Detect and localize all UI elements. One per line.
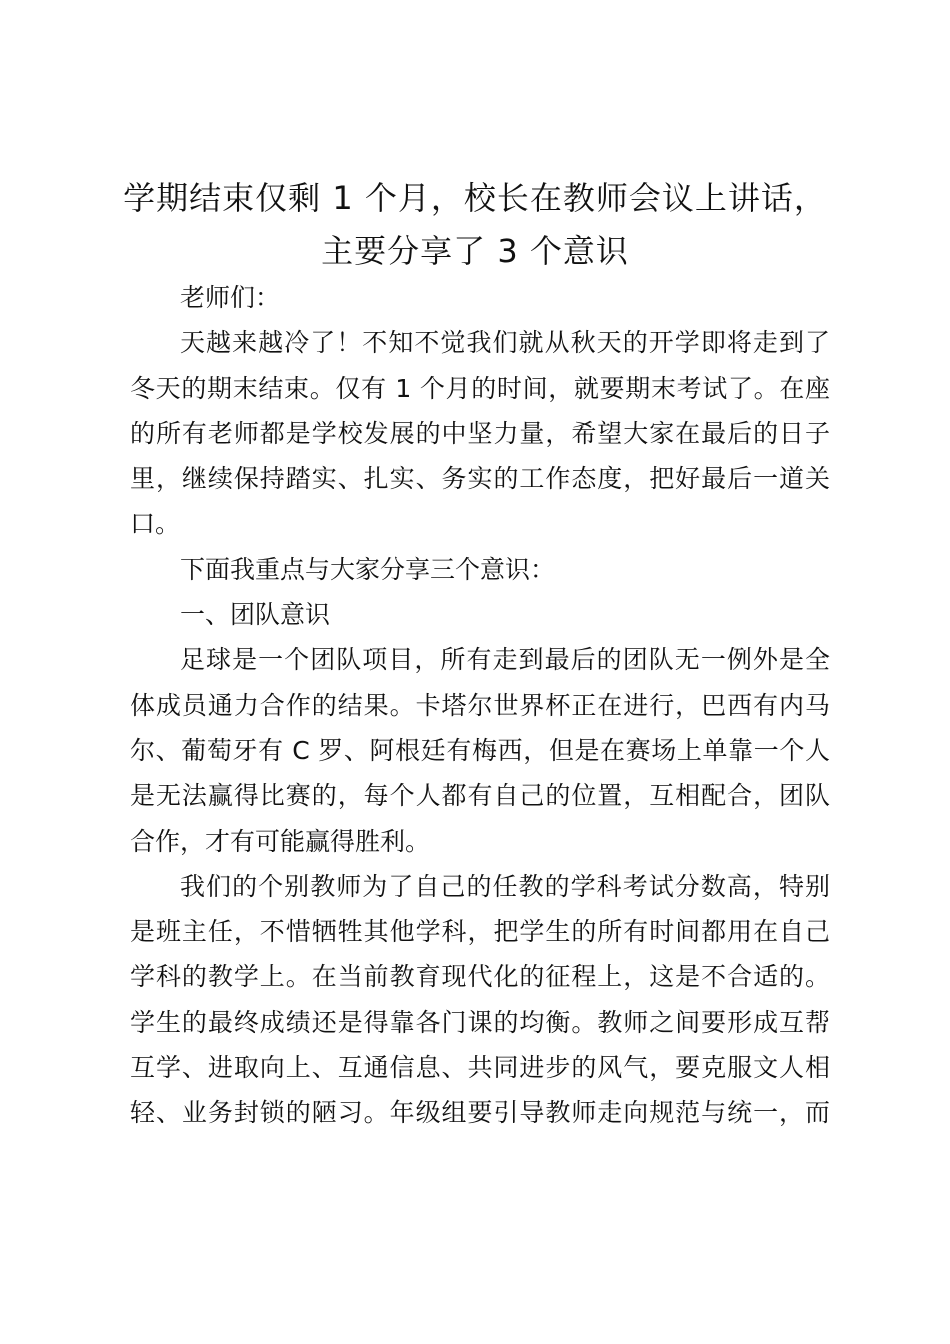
text-line: 体成员通力合作的结果。卡塔尔世界杯正在进行，巴西有内马 [130, 690, 830, 720]
text-line: 下面我重点与大家分享三个意识： [180, 554, 556, 584]
text-line: 尔、葡萄牙有 C 罗、阿根廷有梅西，但是在赛场上单靠一个人 [130, 735, 830, 765]
body-paragraph [130, 864, 830, 1136]
title-line: 主要分享了 3 个意识 [321, 232, 629, 270]
section-heading [130, 592, 830, 637]
text-line: 冬天的期末结束。仅有 1 个月的时间，就要期末考试了。在座 [130, 373, 830, 403]
text-line: 老师们： [180, 283, 281, 312]
text-line: 的所有老师都是学校发展的中坚力量，希望大家在最后的日子 [130, 418, 830, 448]
text-line: 学科的教学上。在当前教育现代化的征程上，这是不合适的。 [130, 962, 830, 992]
text-line: 足球是一个团队项目，所有走到最后的团队无一例外是全 [180, 645, 830, 675]
document-body [130, 275, 830, 1136]
body-paragraph [130, 637, 830, 863]
body-paragraph [130, 547, 830, 592]
text-line: 口。 [130, 509, 181, 539]
text-line: 天越来越冷了！不知不觉我们就从秋天的开学即将走到了 [180, 328, 830, 358]
text-line: 里，继续保持踏实、扎实、务实的工作态度，把好最后一道关 [130, 464, 830, 494]
title-line: 学期结束仅剩 1 个月，校长在教师会议上讲话， [123, 179, 827, 217]
text-line: 我们的个别教师为了自己的任教的学科考试分数高，特别 [180, 871, 830, 901]
text-line: 合作，才有可能赢得胜利。 [130, 826, 431, 856]
body-paragraph [130, 320, 830, 546]
document-title [110, 172, 840, 278]
text-line: 学生的最终成绩还是得靠各门课的均衡。教师之间要形成互帮 [130, 1007, 830, 1037]
text-line: 是班主任，不惜牺牲其他学科，把学生的所有时间都用在自己 [130, 917, 830, 947]
text-line: 是无法赢得比赛的，每个人都有自己的位置，互相配合，团队 [130, 781, 830, 811]
text-line: 一、团队意识 [180, 600, 331, 630]
salutation-paragraph [130, 275, 830, 320]
text-line: 轻、业务封锁的陋习。年级组要引导教师走向规范与统一，而 [130, 1098, 830, 1128]
text-line: 互学、进取向上、互通信息、共同进步的风气，要克服文人相 [130, 1053, 830, 1083]
